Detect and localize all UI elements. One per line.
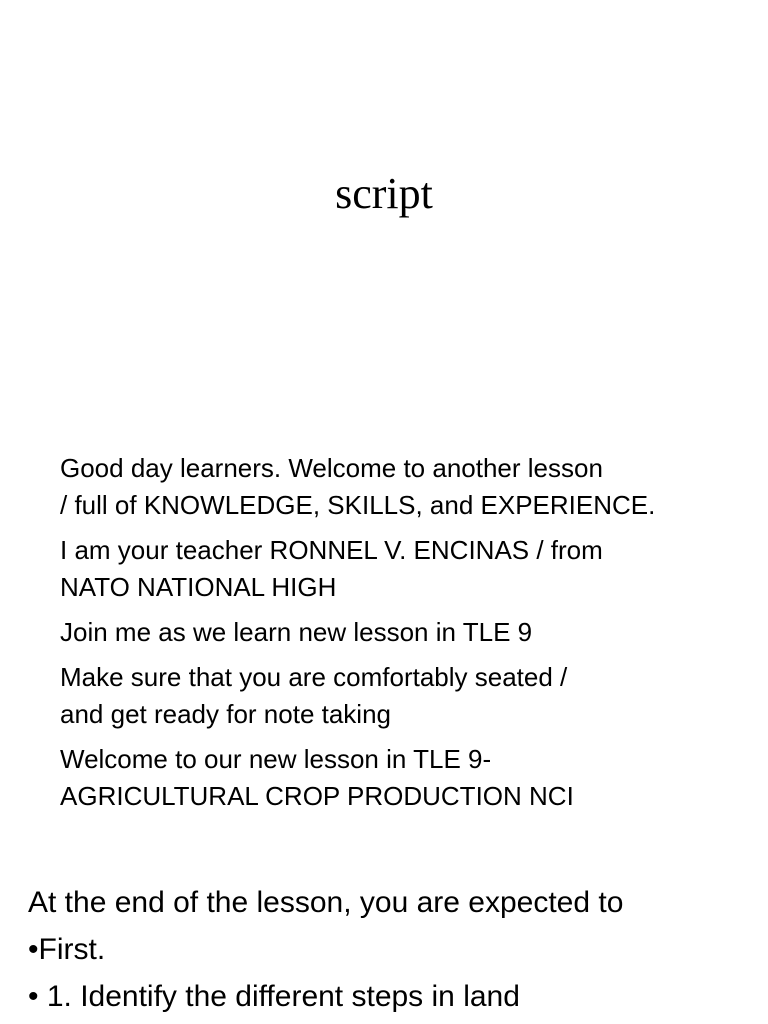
script-line: Good day learners. Welcome to another lesson <box>60 453 603 483</box>
slide-title: script <box>335 169 433 218</box>
script-line: Join me as we learn new lesson in TLE 9 <box>60 617 533 647</box>
script-paragraph <box>60 614 740 651</box>
script-body <box>60 450 740 823</box>
script-paragraph <box>60 741 740 815</box>
script-paragraph <box>60 659 740 733</box>
script-line: Welcome to our new lesson in TLE 9- <box>60 744 492 774</box>
objectives-section <box>28 883 748 1024</box>
objectives-intro: At the end of the lesson, you are expected to <box>28 886 624 919</box>
objective-item: • 1. Identify the different steps in land <box>28 980 520 1013</box>
script-line: Make sure that you are comfortably seated / <box>60 662 568 692</box>
objective-item: •First. <box>28 933 106 966</box>
script-line: and get ready for note taking <box>60 699 392 729</box>
script-paragraph <box>60 532 740 606</box>
script-line: AGRICULTURAL CROP PRODUCTION NCI <box>60 781 574 811</box>
script-paragraph <box>60 450 740 524</box>
script-line: I am your teacher RONNEL V. ENCINAS / from <box>60 535 603 565</box>
script-line: / full of KNOWLEDGE, SKILLS, and EXPERIENCE. <box>60 490 656 520</box>
script-line: NATO NATIONAL HIGH <box>60 572 337 602</box>
